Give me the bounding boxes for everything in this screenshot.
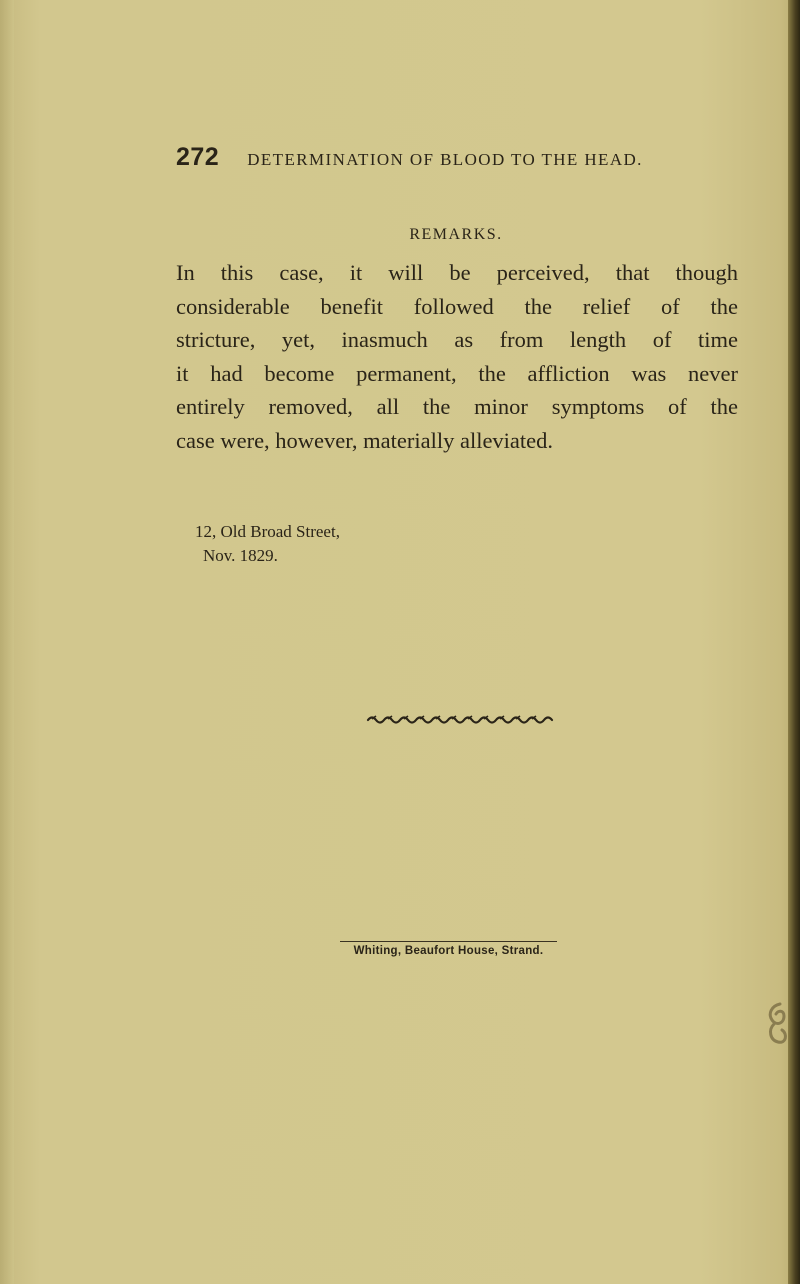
body-paragraph — [176, 256, 738, 457]
signature-date: Nov. 1829. — [203, 546, 278, 565]
printer-imprint: Whiting, Beaufort House, Strand. — [353, 945, 544, 957]
imprint-rule — [340, 941, 557, 942]
section-heading: REMARKS. — [409, 226, 503, 243]
paragraph-line: In this case, it will be perceived, that though — [176, 260, 738, 285]
paragraph-line: case were, however, materially alleviated. — [176, 427, 554, 453]
page-number: 272 — [176, 143, 220, 171]
paragraph-line: it had become permanent, the affliction was never — [176, 360, 738, 386]
stamp-mark-icon — [762, 1000, 792, 1046]
page-fore-edge-shadow — [788, 0, 800, 1284]
wavy-rule-icon — [366, 711, 556, 725]
running-head — [176, 143, 696, 172]
signature-block — [195, 520, 340, 568]
signature-address: 12, Old Broad Street, — [195, 522, 340, 541]
paragraph-line: considerable benefit followed the relief of the — [176, 293, 738, 319]
running-head-title: DETERMINATION OF BLOOD TO THE HEAD. — [247, 150, 643, 169]
page-gutter-edge — [0, 0, 14, 1284]
paragraph-line: stricture, yet, inasmuch as from length of time — [176, 327, 738, 352]
paragraph-line: entirely removed, all the minor symptoms of the — [176, 394, 738, 419]
